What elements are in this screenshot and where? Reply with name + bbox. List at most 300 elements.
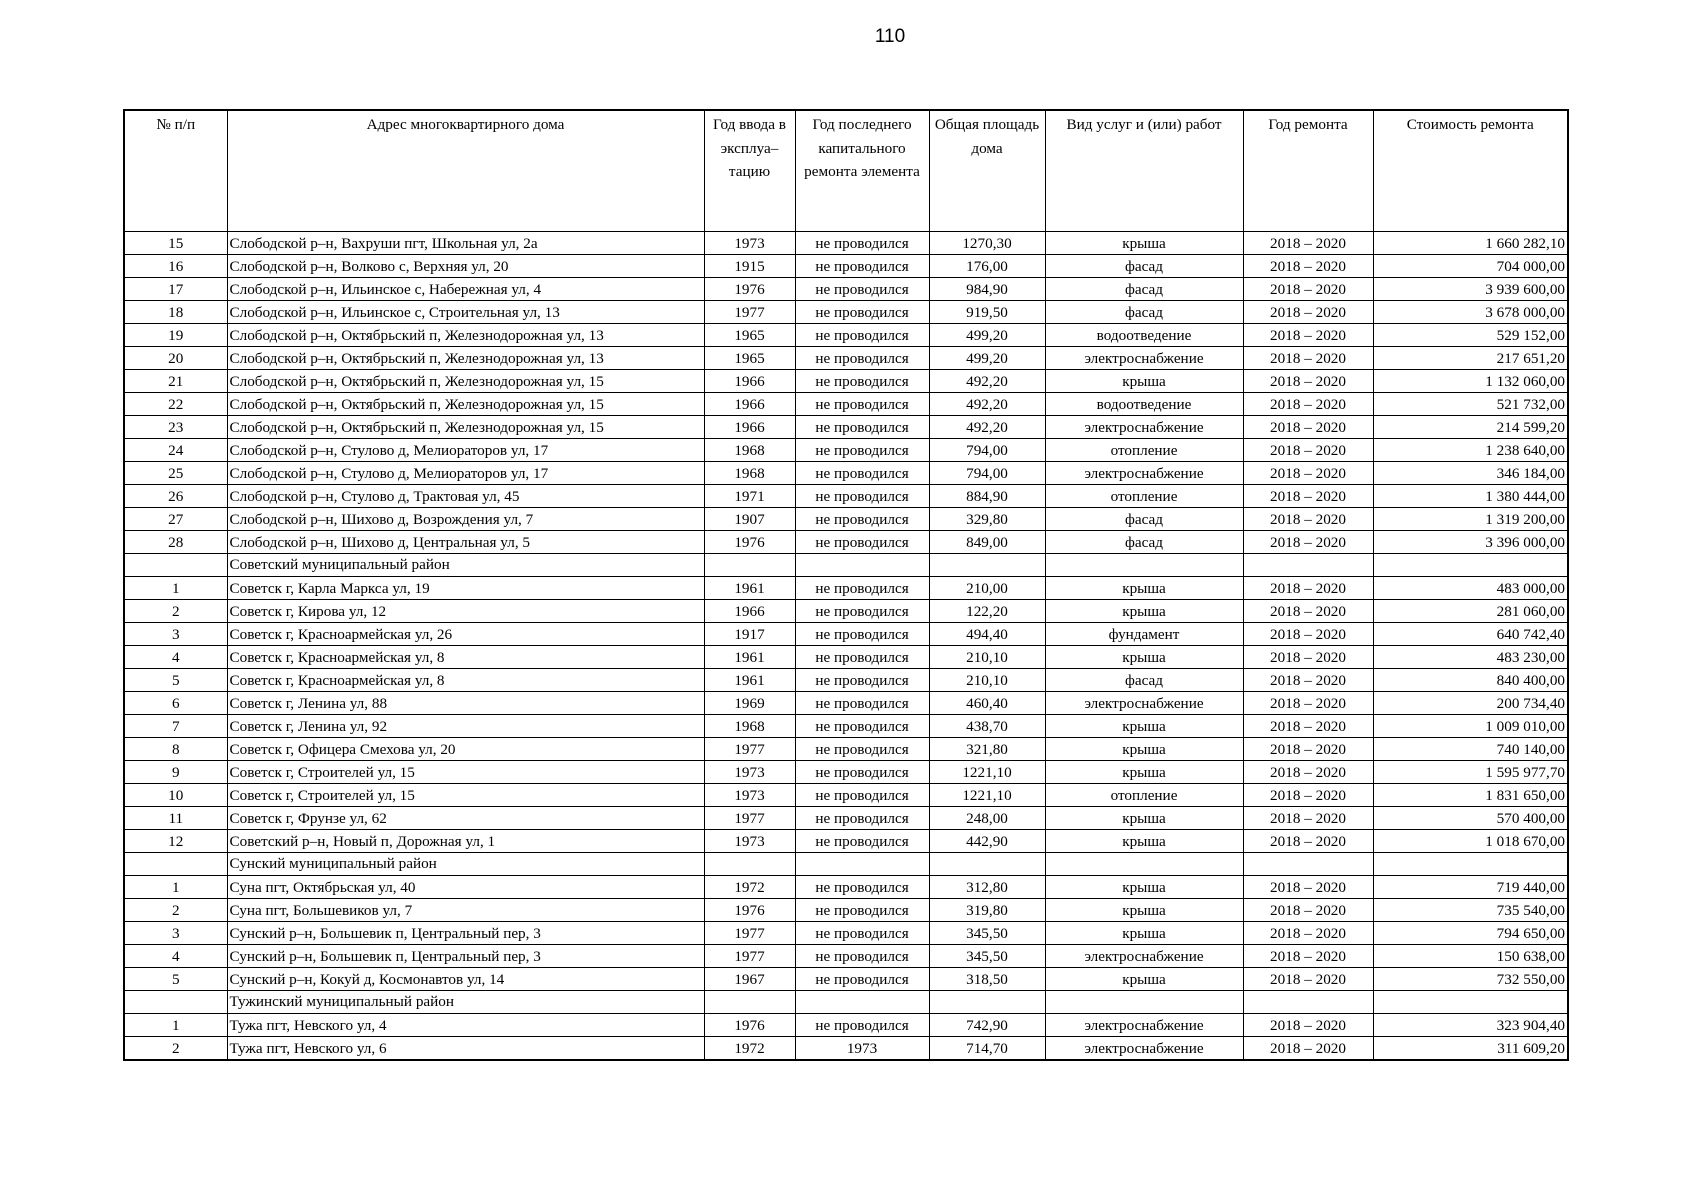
row-last-repair-year: не проводился [795,945,929,968]
row-work-type: фасад [1045,669,1243,692]
row-last-repair-year: не проводился [795,1014,929,1037]
row-address: Слободской р–н, Октябрьский п, Железнодорожная ул, 15 [227,370,704,393]
row-repair-year: 2018 – 2020 [1243,876,1373,899]
row-commission-year: 1965 [704,324,795,347]
row-repair-year: 2018 – 2020 [1243,761,1373,784]
row-number: 1 [124,577,227,600]
row-number: 8 [124,738,227,761]
table-row [124,899,1568,922]
empty-cell [1373,554,1568,577]
row-number: 15 [124,232,227,255]
row-number: 9 [124,761,227,784]
row-last-repair-year: не проводился [795,623,929,646]
row-commission-year: 1961 [704,577,795,600]
row-number: 17 [124,278,227,301]
row-commission-year: 1967 [704,968,795,991]
row-repair-cost: 570 400,00 [1373,807,1568,830]
row-address: Советск г, Карла Маркса ул, 19 [227,577,704,600]
table-row [124,439,1568,462]
row-address: Слободской р–н, Октябрьский п, Железнодорожная ул, 15 [227,416,704,439]
row-total-area: 442,90 [929,830,1045,853]
row-commission-year: 1973 [704,784,795,807]
row-commission-year: 1966 [704,600,795,623]
table-row [124,347,1568,370]
row-work-type: крыша [1045,370,1243,393]
row-repair-year: 2018 – 2020 [1243,669,1373,692]
row-last-repair-year: не проводился [795,531,929,554]
row-commission-year: 1973 [704,232,795,255]
row-address: Слободской р–н, Октябрьский п, Железнодорожная ул, 13 [227,347,704,370]
row-repair-year: 2018 – 2020 [1243,577,1373,600]
table-row [124,922,1568,945]
section-title: Сунский муниципальный район [227,853,704,876]
table-row [124,1014,1568,1037]
row-number: 1 [124,876,227,899]
row-repair-cost: 3 678 000,00 [1373,301,1568,324]
row-commission-year: 1977 [704,807,795,830]
row-work-type: фасад [1045,508,1243,531]
row-address: Слободской р–н, Шихово д, Возрождения ул, 7 [227,508,704,531]
empty-cell [704,554,795,577]
empty-cell [795,554,929,577]
row-repair-cost: 719 440,00 [1373,876,1568,899]
row-repair-year: 2018 – 2020 [1243,600,1373,623]
row-number: 5 [124,669,227,692]
row-work-type: крыша [1045,807,1243,830]
row-repair-year: 2018 – 2020 [1243,807,1373,830]
empty-cell [1373,853,1568,876]
row-work-type: фасад [1045,531,1243,554]
row-repair-cost: 214 599,20 [1373,416,1568,439]
empty-cell [1243,554,1373,577]
section-title: Тужинский муниципальный район [227,991,704,1014]
row-commission-year: 1976 [704,1014,795,1037]
header-address: Адрес многоквартирного дома [227,110,704,232]
row-commission-year: 1961 [704,669,795,692]
row-work-type: водоотведение [1045,393,1243,416]
row-address: Суна пгт, Большевиков ул, 7 [227,899,704,922]
row-commission-year: 1977 [704,738,795,761]
row-commission-year: 1977 [704,922,795,945]
row-total-area: 794,00 [929,439,1045,462]
empty-cell [1373,991,1568,1014]
table-row [124,462,1568,485]
row-last-repair-year: не проводился [795,301,929,324]
row-commission-year: 1969 [704,692,795,715]
row-last-repair-year: не проводился [795,830,929,853]
row-total-area: 460,40 [929,692,1045,715]
row-total-area: 492,20 [929,416,1045,439]
row-number: 21 [124,370,227,393]
row-repair-year: 2018 – 2020 [1243,1014,1373,1037]
row-total-area: 210,10 [929,646,1045,669]
row-last-repair-year: не проводился [795,968,929,991]
row-work-type: крыша [1045,600,1243,623]
row-address: Советский р–н, Новый п, Дорожная ул, 1 [227,830,704,853]
row-repair-year: 2018 – 2020 [1243,393,1373,416]
row-total-area: 122,20 [929,600,1045,623]
row-total-area: 494,40 [929,623,1045,646]
row-address: Слободской р–н, Ильинское с, Строительная ул, 13 [227,301,704,324]
row-number: 3 [124,623,227,646]
row-number: 1 [124,1014,227,1037]
empty-cell [929,554,1045,577]
header-total-area: Общая площадь дома [929,110,1045,232]
row-repair-year: 2018 – 2020 [1243,715,1373,738]
row-repair-cost: 794 650,00 [1373,922,1568,945]
row-address: Тужа пгт, Невского ул, 4 [227,1014,704,1037]
table-row [124,600,1568,623]
row-work-type: отопление [1045,784,1243,807]
row-last-repair-year: не проводился [795,347,929,370]
row-repair-year: 2018 – 2020 [1243,347,1373,370]
section-row [124,853,1568,876]
row-repair-year: 2018 – 2020 [1243,439,1373,462]
header-last-repair-year: Год последнего капитального ремонта элемента [795,110,929,232]
row-repair-cost: 1 319 200,00 [1373,508,1568,531]
row-work-type: электроснабжение [1045,1037,1243,1061]
row-commission-year: 1966 [704,393,795,416]
row-repair-cost: 1 831 650,00 [1373,784,1568,807]
row-repair-year: 2018 – 2020 [1243,255,1373,278]
row-repair-cost: 640 742,40 [1373,623,1568,646]
row-total-area: 345,50 [929,945,1045,968]
row-work-type: отопление [1045,439,1243,462]
table-row [124,761,1568,784]
row-repair-year: 2018 – 2020 [1243,370,1373,393]
row-number: 4 [124,646,227,669]
row-address: Сунский р–н, Большевик п, Центральный пер, 3 [227,922,704,945]
row-work-type: крыша [1045,761,1243,784]
section-title: Советский муниципальный район [227,554,704,577]
row-work-type: электроснабжение [1045,1014,1243,1037]
table-row [124,807,1568,830]
row-total-area: 714,70 [929,1037,1045,1061]
table-row [124,255,1568,278]
row-work-type: электроснабжение [1045,462,1243,485]
row-address: Советск г, Ленина ул, 92 [227,715,704,738]
row-commission-year: 1972 [704,876,795,899]
row-repair-cost: 1 132 060,00 [1373,370,1568,393]
table-row [124,968,1568,991]
row-commission-year: 1966 [704,370,795,393]
section-row [124,554,1568,577]
row-commission-year: 1976 [704,531,795,554]
row-repair-year: 2018 – 2020 [1243,830,1373,853]
row-repair-cost: 1 380 444,00 [1373,485,1568,508]
empty-cell [1045,991,1243,1014]
empty-cell [124,991,227,1014]
row-number: 10 [124,784,227,807]
row-repair-cost: 150 638,00 [1373,945,1568,968]
row-address: Советск г, Строителей ул, 15 [227,761,704,784]
table-row [124,669,1568,692]
header-work-type: Вид услуг и (или) работ [1045,110,1243,232]
row-commission-year: 1968 [704,439,795,462]
row-address: Слободской р–н, Стулово д, Трактовая ул, 45 [227,485,704,508]
row-commission-year: 1968 [704,715,795,738]
row-repair-year: 2018 – 2020 [1243,508,1373,531]
row-last-repair-year: не проводился [795,278,929,301]
row-work-type: крыша [1045,715,1243,738]
row-number: 11 [124,807,227,830]
row-number: 3 [124,922,227,945]
row-last-repair-year: не проводился [795,255,929,278]
row-last-repair-year: не проводился [795,462,929,485]
table-row [124,485,1568,508]
row-last-repair-year: не проводился [795,646,929,669]
row-last-repair-year: 1973 [795,1037,929,1061]
row-total-area: 345,50 [929,922,1045,945]
row-work-type: водоотведение [1045,324,1243,347]
row-total-area: 919,50 [929,301,1045,324]
row-last-repair-year: не проводился [795,485,929,508]
row-work-type: электроснабжение [1045,347,1243,370]
row-last-repair-year: не проводился [795,577,929,600]
row-work-type: электроснабжение [1045,692,1243,715]
row-repair-cost: 735 540,00 [1373,899,1568,922]
row-address: Сунский р–н, Большевик п, Центральный пер, 3 [227,945,704,968]
row-repair-year: 2018 – 2020 [1243,646,1373,669]
row-commission-year: 1977 [704,301,795,324]
row-repair-cost: 1 018 670,00 [1373,830,1568,853]
row-total-area: 176,00 [929,255,1045,278]
row-repair-year: 2018 – 2020 [1243,301,1373,324]
row-last-repair-year: не проводился [795,669,929,692]
row-repair-year: 2018 – 2020 [1243,738,1373,761]
row-last-repair-year: не проводился [795,876,929,899]
table-row [124,531,1568,554]
row-repair-cost: 483 230,00 [1373,646,1568,669]
row-repair-year: 2018 – 2020 [1243,692,1373,715]
row-repair-year: 2018 – 2020 [1243,462,1373,485]
empty-cell [704,853,795,876]
table-row [124,623,1568,646]
row-work-type: крыша [1045,968,1243,991]
table-row [124,370,1568,393]
row-repair-cost: 483 000,00 [1373,577,1568,600]
row-number: 16 [124,255,227,278]
row-repair-year: 2018 – 2020 [1243,968,1373,991]
row-number: 23 [124,416,227,439]
row-repair-year: 2018 – 2020 [1243,945,1373,968]
row-total-area: 1221,10 [929,784,1045,807]
row-address: Советск г, Строителей ул, 15 [227,784,704,807]
empty-cell [1243,853,1373,876]
row-repair-cost: 3 939 600,00 [1373,278,1568,301]
table-row [124,577,1568,600]
table-row [124,876,1568,899]
table-row [124,1037,1568,1061]
row-address: Слободской р–н, Стулово д, Мелиораторов ул, 17 [227,439,704,462]
page-number: 110 [874,26,906,47]
row-repair-year: 2018 – 2020 [1243,232,1373,255]
row-total-area: 438,70 [929,715,1045,738]
row-commission-year: 1917 [704,623,795,646]
row-work-type: крыша [1045,232,1243,255]
row-commission-year: 1966 [704,416,795,439]
empty-cell [1243,991,1373,1014]
row-commission-year: 1971 [704,485,795,508]
row-total-area: 984,90 [929,278,1045,301]
row-repair-cost: 740 140,00 [1373,738,1568,761]
row-total-area: 1270,30 [929,232,1045,255]
row-work-type: крыша [1045,577,1243,600]
table-row [124,692,1568,715]
row-last-repair-year: не проводился [795,508,929,531]
row-repair-cost: 323 904,40 [1373,1014,1568,1037]
row-last-repair-year: не проводился [795,692,929,715]
row-commission-year: 1976 [704,278,795,301]
row-address: Суна пгт, Октябрьская ул, 40 [227,876,704,899]
row-commission-year: 1907 [704,508,795,531]
table-row [124,232,1568,255]
row-commission-year: 1972 [704,1037,795,1061]
table-row [124,715,1568,738]
header-repair-year: Год ремонта [1243,110,1373,232]
empty-cell [929,853,1045,876]
empty-cell [1045,853,1243,876]
table-header-row [124,110,1568,232]
header-repair-cost: Стоимость ремонта [1373,110,1568,232]
row-last-repair-year: не проводился [795,784,929,807]
row-last-repair-year: не проводился [795,324,929,347]
row-number: 5 [124,968,227,991]
row-repair-year: 2018 – 2020 [1243,1037,1373,1061]
table-body [124,232,1568,1061]
row-repair-cost: 3 396 000,00 [1373,531,1568,554]
empty-cell [795,991,929,1014]
row-address: Советск г, Кирова ул, 12 [227,600,704,623]
row-number: 7 [124,715,227,738]
row-number: 6 [124,692,227,715]
row-repair-year: 2018 – 2020 [1243,485,1373,508]
row-address: Слободской р–н, Волково с, Верхняя ул, 20 [227,255,704,278]
row-last-repair-year: не проводился [795,439,929,462]
row-total-area: 884,90 [929,485,1045,508]
table-row [124,416,1568,439]
row-total-area: 492,20 [929,370,1045,393]
table-row [124,945,1568,968]
row-address: Советск г, Красноармейская ул, 8 [227,669,704,692]
row-address: Тужа пгт, Невского ул, 6 [227,1037,704,1061]
row-commission-year: 1961 [704,646,795,669]
row-total-area: 319,80 [929,899,1045,922]
row-commission-year: 1915 [704,255,795,278]
row-number: 12 [124,830,227,853]
row-total-area: 329,80 [929,508,1045,531]
row-work-type: фасад [1045,255,1243,278]
row-repair-cost: 1 660 282,10 [1373,232,1568,255]
row-work-type: фасад [1045,301,1243,324]
row-repair-year: 2018 – 2020 [1243,278,1373,301]
row-address: Слободской р–н, Стулово д, Мелиораторов ул, 17 [227,462,704,485]
table-row [124,738,1568,761]
repair-table [123,109,1569,1061]
row-repair-cost: 1 009 010,00 [1373,715,1568,738]
row-repair-year: 2018 – 2020 [1243,784,1373,807]
row-total-area: 849,00 [929,531,1045,554]
table-row [124,830,1568,853]
table-row [124,393,1568,416]
row-repair-year: 2018 – 2020 [1243,416,1373,439]
row-repair-year: 2018 – 2020 [1243,623,1373,646]
row-repair-year: 2018 – 2020 [1243,922,1373,945]
row-repair-cost: 281 060,00 [1373,600,1568,623]
row-address: Сунский р–н, Кокуй д, Космонавтов ул, 14 [227,968,704,991]
empty-cell [1045,554,1243,577]
table-row [124,278,1568,301]
row-work-type: крыша [1045,922,1243,945]
table-row [124,301,1568,324]
row-repair-cost: 1 238 640,00 [1373,439,1568,462]
row-total-area: 492,20 [929,393,1045,416]
row-total-area: 499,20 [929,347,1045,370]
row-work-type: электроснабжение [1045,945,1243,968]
row-total-area: 248,00 [929,807,1045,830]
row-address: Советск г, Красноармейская ул, 8 [227,646,704,669]
row-total-area: 321,80 [929,738,1045,761]
row-last-repair-year: не проводился [795,899,929,922]
empty-cell [704,991,795,1014]
row-repair-cost: 529 152,00 [1373,324,1568,347]
row-address: Советск г, Красноармейская ул, 26 [227,623,704,646]
row-work-type: электроснабжение [1045,416,1243,439]
row-repair-cost: 732 550,00 [1373,968,1568,991]
row-work-type: отопление [1045,485,1243,508]
empty-cell [124,853,227,876]
row-total-area: 210,00 [929,577,1045,600]
row-address: Слободской р–н, Октябрьский п, Железнодорожная ул, 15 [227,393,704,416]
row-last-repair-year: не проводился [795,232,929,255]
row-repair-cost: 217 651,20 [1373,347,1568,370]
row-number: 2 [124,899,227,922]
row-work-type: крыша [1045,646,1243,669]
row-address: Советск г, Фрунзе ул, 62 [227,807,704,830]
table-row [124,784,1568,807]
header-commission-year: Год ввода в эксплуа– тацию [704,110,795,232]
row-address: Слободской р–н, Шихово д, Центральная ул, 5 [227,531,704,554]
row-total-area: 499,20 [929,324,1045,347]
row-work-type: фасад [1045,278,1243,301]
row-repair-year: 2018 – 2020 [1243,899,1373,922]
row-last-repair-year: не проводился [795,922,929,945]
row-last-repair-year: не проводился [795,715,929,738]
row-number: 26 [124,485,227,508]
row-commission-year: 1976 [704,899,795,922]
row-total-area: 794,00 [929,462,1045,485]
row-total-area: 742,90 [929,1014,1045,1037]
section-row [124,991,1568,1014]
row-number: 20 [124,347,227,370]
row-total-area: 318,50 [929,968,1045,991]
empty-cell [929,991,1045,1014]
row-number: 2 [124,600,227,623]
row-number: 28 [124,531,227,554]
row-last-repair-year: не проводился [795,416,929,439]
row-address: Советск г, Ленина ул, 88 [227,692,704,715]
row-last-repair-year: не проводился [795,761,929,784]
row-repair-cost: 704 000,00 [1373,255,1568,278]
empty-cell [795,853,929,876]
row-address: Слободской р–н, Ильинское с, Набережная ул, 4 [227,278,704,301]
empty-cell [124,554,227,577]
row-last-repair-year: не проводился [795,393,929,416]
row-work-type: крыша [1045,876,1243,899]
row-total-area: 210,10 [929,669,1045,692]
row-repair-cost: 1 595 977,70 [1373,761,1568,784]
table-row [124,646,1568,669]
